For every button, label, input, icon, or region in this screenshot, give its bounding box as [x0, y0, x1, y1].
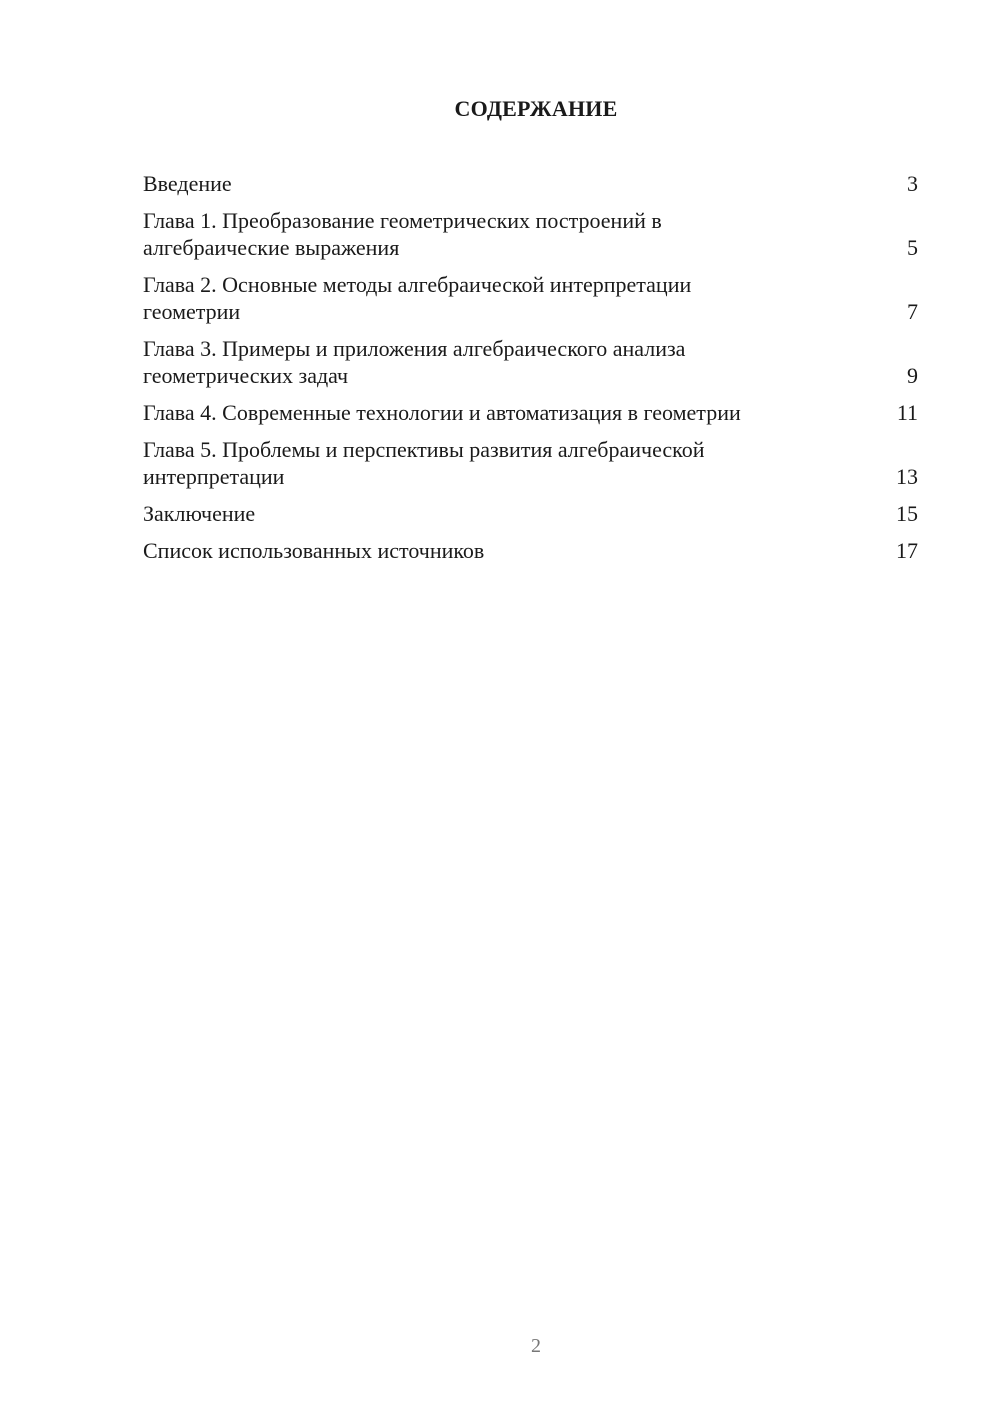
toc-entry-page: 5 [907, 235, 918, 260]
toc-entry-title: Заключение [143, 501, 256, 526]
toc-entry-page: 17 [896, 538, 918, 563]
toc-entry-chapter-4 [143, 399, 918, 426]
toc-entry-title: Глава 2. Основные методы алгебраической интерпретации геометрии [143, 272, 692, 324]
toc-entry-references [143, 537, 918, 564]
toc-entry-page: 9 [907, 363, 918, 388]
page-number: 2 [531, 1335, 541, 1357]
toc-entry-title: Список использованных источников [143, 538, 485, 563]
toc-entry-title: Глава 3. Примеры и приложения алгебраического анализа геометрических задач [143, 336, 686, 388]
page-title: СОДЕРЖАНИЕ [454, 96, 618, 121]
toc-entry-page: 7 [907, 299, 918, 324]
toc-entry-chapter-3 [143, 335, 918, 389]
toc-entry-title: Глава 4. Современные технологии и автоматизация в геометрии [143, 400, 741, 425]
toc-entry-page: 3 [907, 171, 918, 196]
toc-entry-title: Введение [143, 171, 232, 196]
toc-entry-chapter-1 [143, 207, 918, 261]
toc-entry-conclusion [143, 500, 918, 527]
toc-entry-chapter-5 [143, 436, 918, 490]
toc-entry-title: Глава 1. Преобразование геометрических построений в алгебраические выражения [143, 208, 662, 260]
toc-entry-title: Глава 5. Проблемы и перспективы развития алгебраической интерпретации [143, 437, 705, 489]
toc-entry-page: 13 [896, 464, 918, 489]
toc-entry-page: 11 [896, 400, 918, 425]
toc-entry-page: 15 [896, 501, 918, 526]
toc-entry-introduction [143, 170, 918, 197]
table-of-contents [143, 170, 918, 574]
toc-entry-chapter-2 [143, 271, 918, 325]
